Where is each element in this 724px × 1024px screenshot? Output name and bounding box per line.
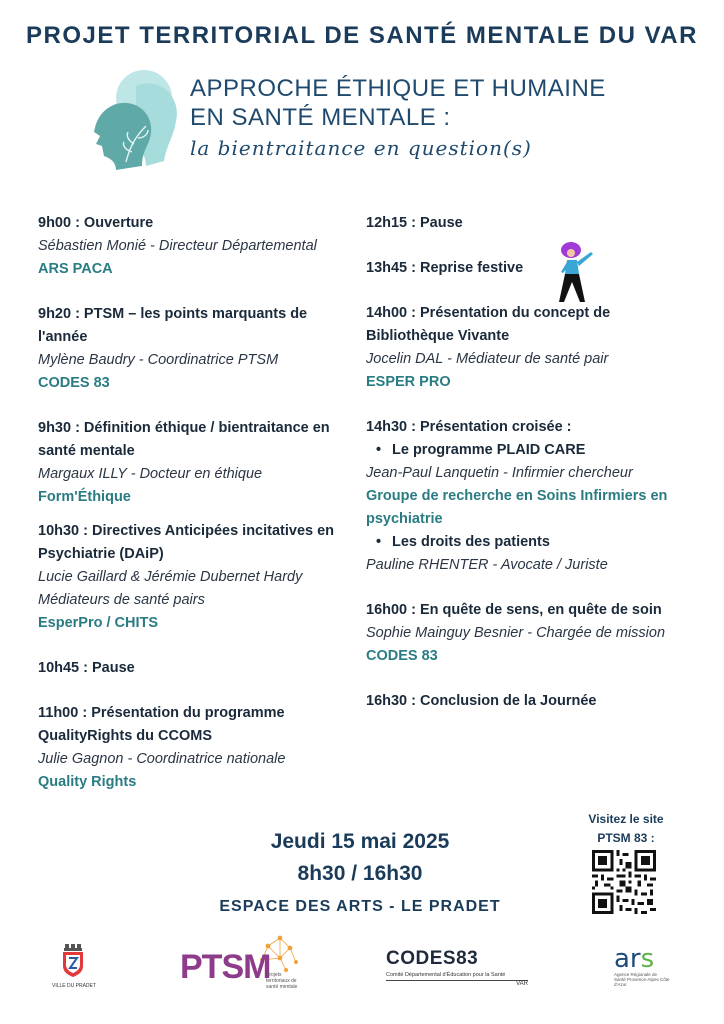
program-item bbox=[38, 520, 360, 635]
qr-code-icon[interactable] bbox=[592, 850, 656, 914]
item-title: 11h00 : Présentation du programme QualityRights du CCOMS bbox=[38, 705, 285, 744]
codes-name: CODES83 bbox=[386, 948, 479, 969]
item-title: 9h20 : PTSM – les points marquants de l'année bbox=[38, 306, 308, 345]
item-organization: Form'Éthique bbox=[38, 489, 131, 505]
ptsm-logo bbox=[176, 934, 316, 994]
ars-name bbox=[614, 946, 670, 972]
program-item bbox=[38, 303, 360, 395]
item-title: 16h00 : En quête de sens, en quête de soin bbox=[366, 602, 662, 618]
item-title: 14h30 : Présentation croisée : bbox=[366, 419, 572, 435]
item-organization: EsperPro / CHITS bbox=[38, 615, 159, 631]
codes83-logo bbox=[386, 948, 528, 987]
program-item bbox=[38, 657, 360, 680]
ptsm-caption: Projets territoriaux de santé mentale bbox=[266, 972, 298, 990]
item-title: 10h30 : Directives Anticipées incitatives en Psychiatrie (DAiP) bbox=[38, 523, 335, 562]
item-speaker-role: Médiateurs de santé pairs bbox=[38, 592, 205, 608]
item-organization: ARS PACA bbox=[38, 261, 113, 277]
event-date-block bbox=[180, 826, 540, 890]
program-item bbox=[366, 690, 696, 713]
ars-name-a: ar bbox=[614, 944, 641, 974]
program-left-column bbox=[38, 212, 360, 816]
subtitle-line-1: APPROCHE ÉTHIQUE ET HUMAINE bbox=[190, 75, 606, 102]
item-organization: CODES 83 bbox=[366, 648, 438, 664]
codes-region: VAR bbox=[386, 980, 528, 987]
program-item bbox=[38, 702, 360, 794]
program-item bbox=[366, 416, 696, 577]
event-hours: 8h30 / 16h30 bbox=[297, 862, 423, 885]
visit-site-label bbox=[566, 810, 686, 848]
item-speaker: Julie Gagnon - Coordinatrice nationale bbox=[38, 751, 286, 767]
program-item bbox=[366, 599, 696, 668]
item-title: 9h00 : Ouverture bbox=[38, 215, 154, 231]
item-title: 12h15 : Pause bbox=[366, 215, 463, 231]
subtitle-script: la bientraitance en question(s) bbox=[190, 136, 532, 160]
item-title: 16h30 : Conclusion de la Journée bbox=[366, 693, 597, 709]
program-item bbox=[366, 302, 696, 394]
item-organization: Groupe de recherche en Soins Infirmiers en psychiatrie bbox=[366, 488, 668, 527]
ville-du-pradet-logo bbox=[52, 944, 96, 989]
two-heads-illustration bbox=[86, 66, 186, 176]
item-organization: CODES 83 bbox=[38, 375, 110, 391]
program-item bbox=[38, 212, 360, 281]
item-title: 13h45 : Reprise festive bbox=[366, 260, 524, 276]
visit-site-line-2: PTSM 83 : bbox=[597, 831, 655, 845]
program-item bbox=[366, 212, 696, 235]
item-speaker: Mylène Baudry - Coordinatrice PTSM bbox=[38, 352, 279, 368]
program-item bbox=[366, 257, 696, 280]
dancer-icon bbox=[553, 240, 601, 304]
program-item bbox=[38, 417, 360, 509]
subtitle-line-2: EN SANTÉ MENTALE : bbox=[190, 104, 451, 131]
item-speaker: Sébastien Monié - Directeur Départemental bbox=[38, 238, 317, 254]
item-speaker: Jean-Paul Lanquetin - Infirmier chercheur bbox=[366, 465, 633, 481]
ars-caption: Agence Régionale de Santé Provence-Alpes Côte d'Azur bbox=[614, 972, 670, 987]
item-title: 9h30 : Définition éthique / bientraitance en santé mentale bbox=[38, 420, 330, 459]
pradet-crest-icon bbox=[58, 944, 88, 978]
ars-name-s: s bbox=[640, 944, 655, 974]
item-speaker: Margaux ILLY - Docteur en éthique bbox=[38, 466, 263, 482]
item-bullet: • Les droits des patients bbox=[366, 531, 696, 554]
ars-logo bbox=[614, 946, 670, 987]
item-speaker: Sophie Mainguy Besnier - Chargée de mission bbox=[366, 625, 666, 641]
page-title: PROJET TERRITORIAL DE SANTÉ MENTALE DU VAR bbox=[26, 22, 698, 49]
visit-site-line-1: Visitez le site bbox=[588, 812, 664, 826]
subtitle-block bbox=[190, 74, 606, 160]
item-title: 14h00 : Présentation du concept de Bibliothèque Vivante bbox=[366, 305, 611, 344]
item-speaker: Jocelin DAL - Médiateur de santé pair bbox=[366, 351, 609, 367]
pradet-caption: VILLE DU PRADET bbox=[52, 983, 96, 989]
event-venue: ESPACE DES ARTS - LE PRADET bbox=[219, 898, 501, 915]
codes-caption: Comité Départemental d'Éducation pour la Santé bbox=[386, 972, 506, 978]
event-date: Jeudi 15 mai 2025 bbox=[270, 830, 450, 853]
item-organization: Quality Rights bbox=[38, 774, 137, 790]
program-right-column bbox=[366, 212, 696, 735]
item-title: 10h45 : Pause bbox=[38, 660, 135, 676]
ptsm-name: PTSM bbox=[180, 948, 271, 986]
item-speaker: Lucie Gaillard & Jérémie Dubernet Hardy bbox=[38, 569, 303, 585]
item-bullet: • Le programme PLAID CARE bbox=[366, 439, 696, 462]
item-organization: ESPER PRO bbox=[366, 374, 451, 390]
item-speaker: Pauline RHENTER - Avocate / Juriste bbox=[366, 557, 608, 573]
